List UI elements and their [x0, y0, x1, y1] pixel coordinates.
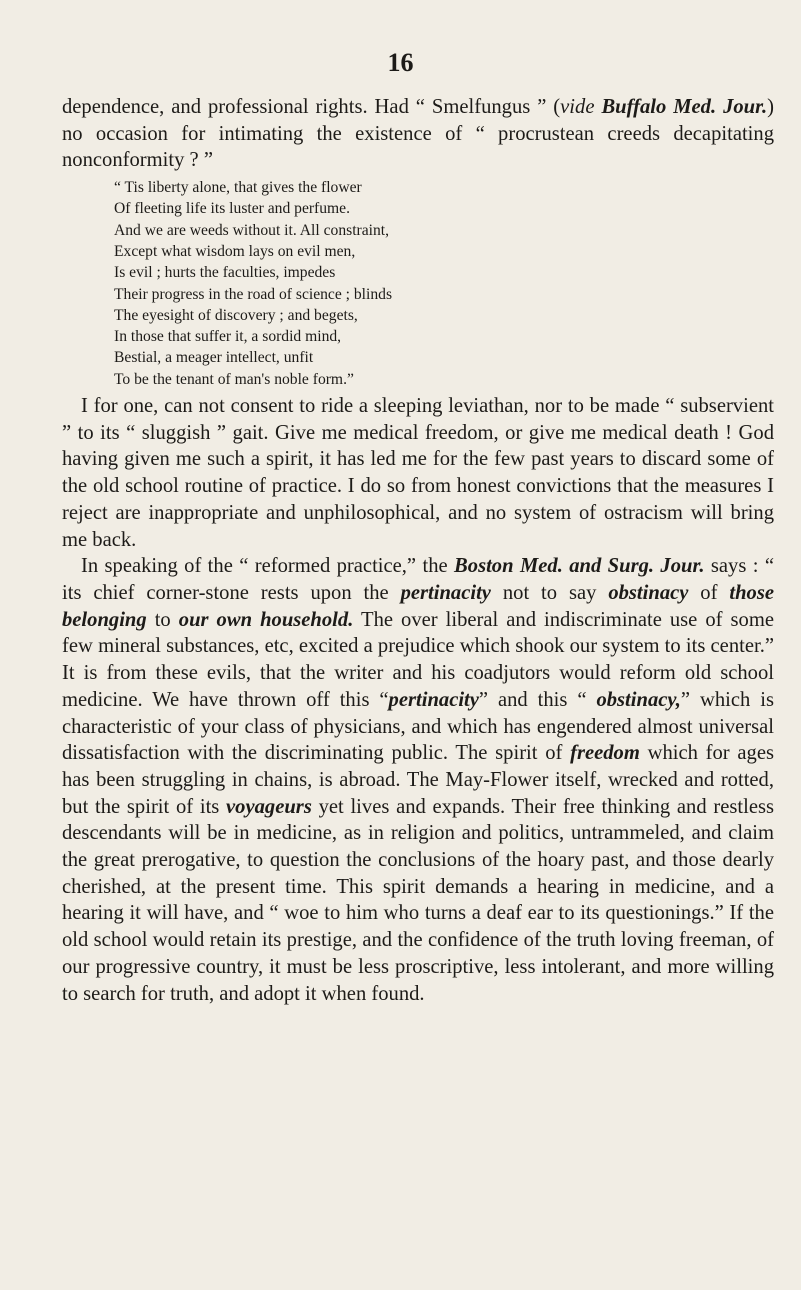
page-text — [62, 94, 774, 1007]
para3-pertinacity-2: pertinacity — [388, 688, 479, 711]
page-number: 16 — [387, 48, 414, 77]
para3-text: of — [688, 582, 730, 604]
poem-line: And we are weeds without it. All constraint, — [114, 221, 389, 239]
paragraph-1 — [62, 94, 774, 174]
poem-line: The eyesight of discovery ; and begets, — [114, 306, 358, 324]
poem-line: Their progress in the road of science ; blinds — [114, 285, 393, 303]
poem-line: Of fleeting life its luster and perfume. — [114, 200, 350, 218]
para3-those-belonging: those belonging — [62, 582, 774, 631]
para3-freedom: freedom — [570, 742, 640, 765]
para1-text-b: ) no occasion for intimating the existence of “ procrustean creeds decapitating nonconformity ? ” — [62, 96, 775, 172]
para3-text: says : “ its chief corner-stone rests upon the — [62, 555, 775, 604]
para3-text: ” and this “ — [478, 688, 597, 711]
poem-quotation — [114, 177, 774, 390]
para3-pertinacity: pertinacity — [400, 582, 491, 604]
para1-text-a: dependence, and professional rights. Had “ Smelfungus ” ( — [62, 96, 561, 118]
poem-line: In those that suffer it, a sordid mind, — [114, 328, 342, 346]
para3-text: not to say — [490, 582, 609, 604]
poem-line: Bestial, a meager intellect, unfit — [114, 349, 314, 367]
para3-text: In speaking of the “ reformed practice,” the — [81, 555, 455, 578]
para3-obstinacy-2: obstinacy, — [596, 688, 681, 711]
poem-line: Except what wisdom lays on evil men, — [114, 243, 356, 260]
poem-line: Is evil ; hurts the faculties, impedes — [114, 264, 336, 282]
para3-voyageurs: voyageurs — [226, 795, 312, 818]
para3-household: our own household. — [178, 608, 354, 631]
para3-text: which for ages has been struggling in chains, is abroad. The May-Flower itself, wrecked and rotted, but the spirit of its — [62, 742, 774, 818]
para3-text: The over liberal and indiscriminate use of some few mineral substances, etc, excited a prejudice which shook our system to its center.” It is from these evils, that the writer and his coadjutors would reform old school medicine. We have thrown off this “ — [62, 608, 774, 711]
para3-obstinacy: obstinacy — [608, 582, 689, 604]
para1-journal-title: Buffalo Med. Jour. — [601, 96, 768, 118]
para3-text: yet lives and expands. Their free thinking and restless descendants will be in medicine, as in religion and politics, untrammeled, and claim the great prerogative, to question the conclusions of the hoary past, and those dearly cherished, at the present time. This spirit demands a hearing in medicine, and a hearing it will have, and “ woe to him who turns a deaf ear to its questionings.” If the old school would retain its prestige, and the confidence of the truth loving freeman, of our progressive country, it must be less proscriptive, less intolerant, and more willing to search for truth, and adopt it when found. — [62, 795, 775, 1005]
paragraph-3 — [62, 553, 774, 1007]
para3-text: to — [146, 608, 179, 631]
para1-vide: vide — [560, 96, 595, 118]
poem-line: To be the tenant of man's noble form.” — [114, 370, 354, 388]
para3-journal-title: Boston Med. and Surg. Jour. — [454, 555, 705, 578]
poem-line: “ Tis liberty alone, that gives the flower — [114, 179, 362, 197]
paragraph-2: I for one, can not consent to ride a sleeping leviathan, nor to be made “ subservient ” to its “ sluggish ” gait. Give me medical freedom, or give me medical death ! God having given me such a spirit, it has led me for the few past years to discard some of the old school routine of practice. I do so from honest convictions that the measures I reject are inappropriate and unphilosophical, and no system of ostracism will bring me back. — [62, 395, 774, 551]
para3-text: ” which is characteristic of your class of physicians, and which has engendered almost universal dissatisfaction with the discriminating public. The spirit of — [62, 688, 774, 765]
